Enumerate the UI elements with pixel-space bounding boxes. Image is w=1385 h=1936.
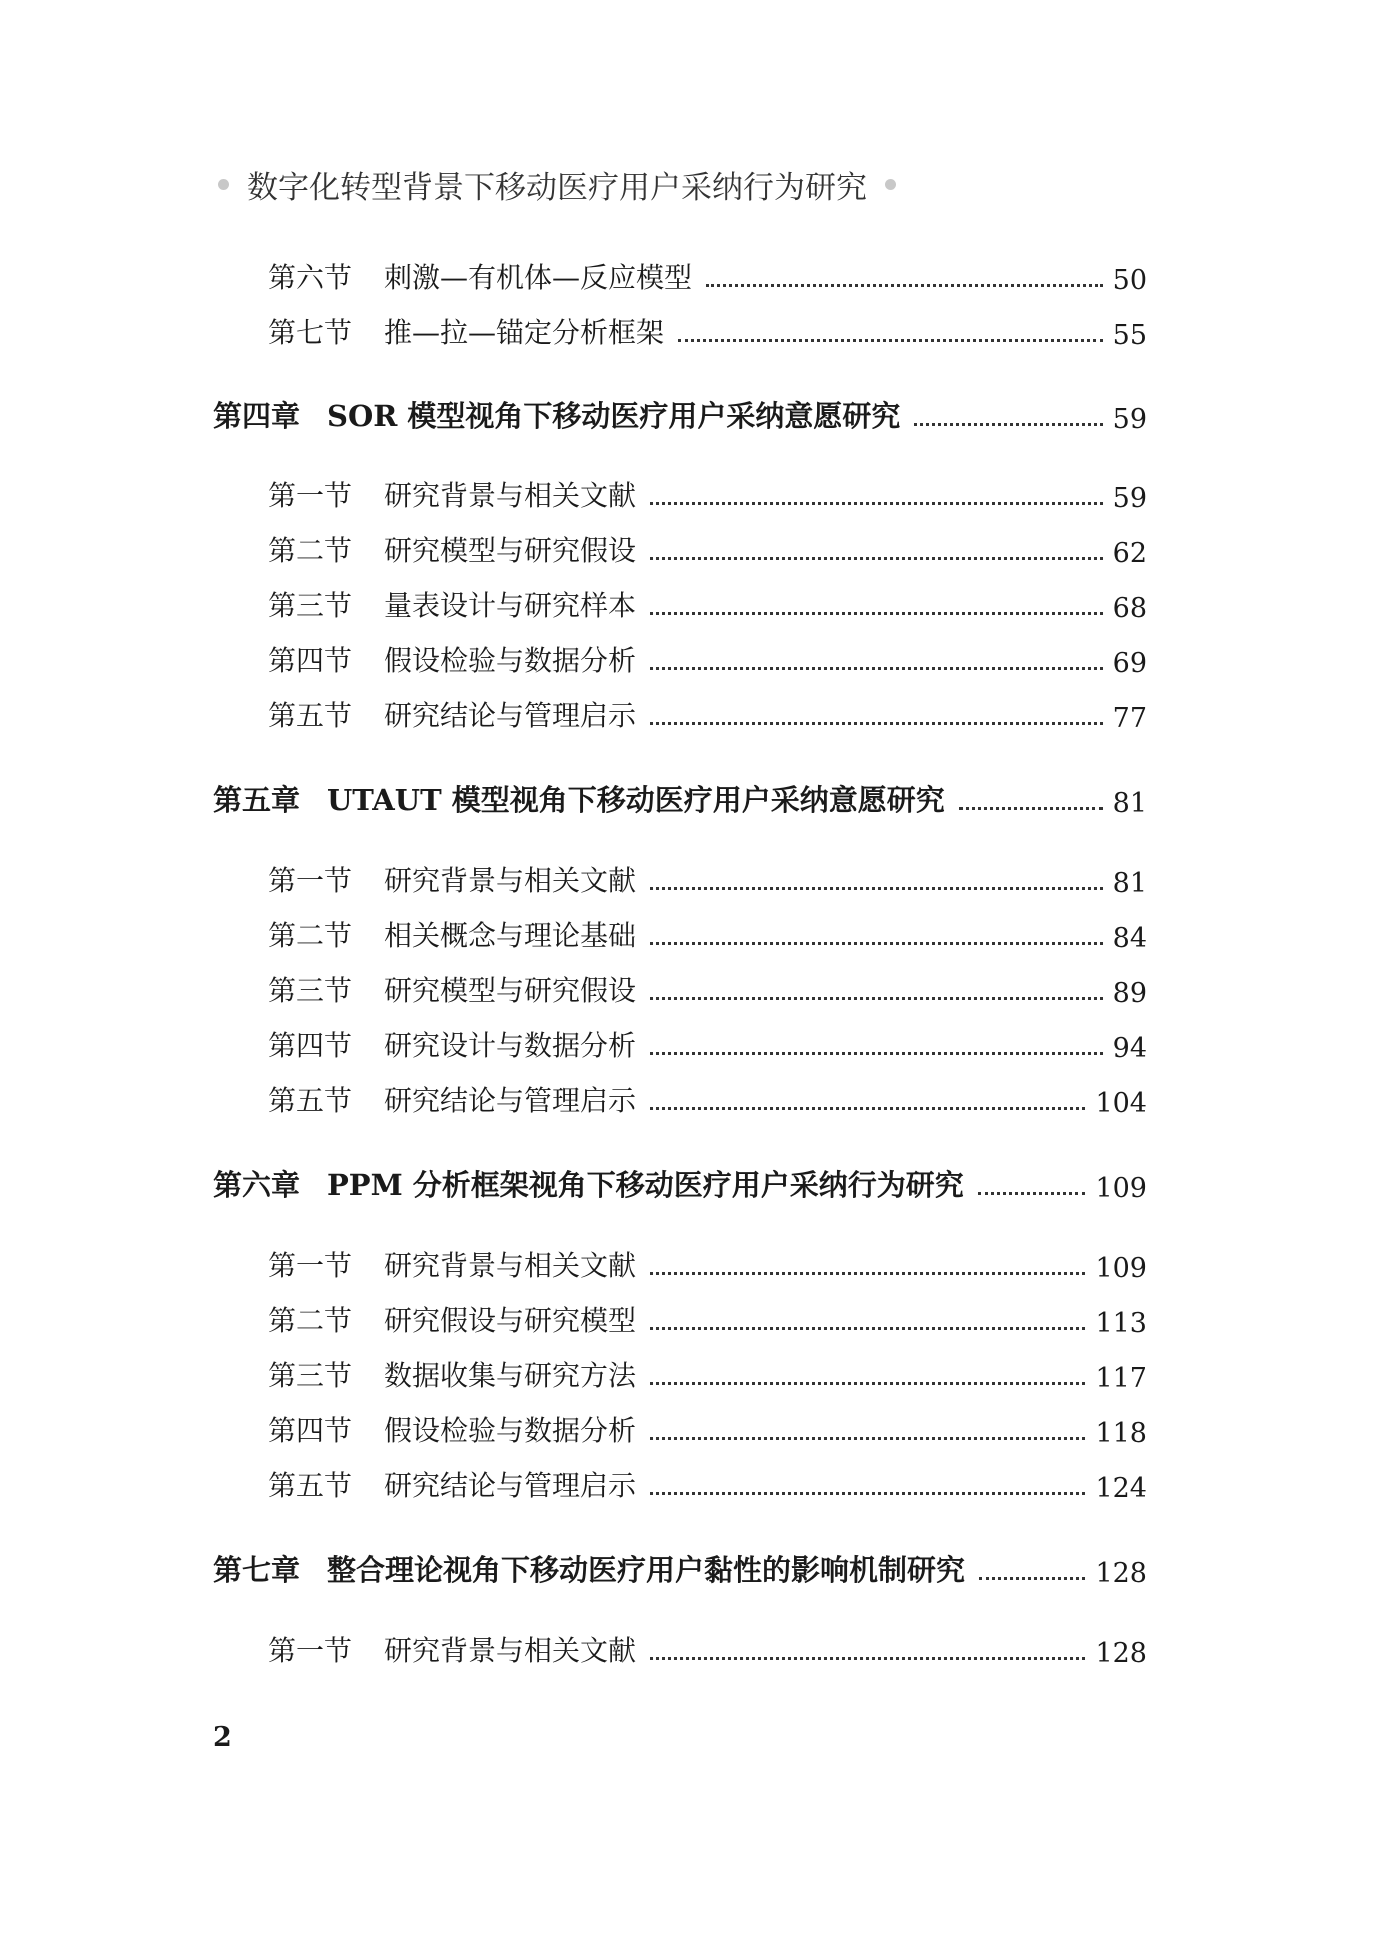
toc-dot-leader (650, 1327, 1085, 1330)
toc-entry-page: 128 (1095, 1638, 1147, 1669)
toc-entry-number: 第二节 (268, 1304, 353, 1337)
toc-section-entry[interactable] (268, 690, 1147, 734)
toc-chapter-entry[interactable] (213, 775, 1147, 819)
toc-section-entry[interactable] (268, 635, 1147, 679)
toc-section-entry[interactable] (268, 470, 1147, 514)
toc-entry-number: 第三节 (268, 589, 353, 622)
toc-section-entry[interactable] (268, 965, 1147, 1009)
toc-entry-title: 研究背景与相关文献 (384, 1249, 637, 1282)
toc-entry-page: 94 (1112, 1033, 1147, 1064)
toc-entry-title: 整合理论视角下移动医疗用户黏性的影响机制研究 (327, 1553, 966, 1587)
toc-section-entry[interactable] (268, 580, 1147, 624)
toc-entry-title: 研究设计与数据分析 (384, 1029, 637, 1062)
toc-entry-title: 相关概念与理论基础 (384, 919, 637, 952)
toc-chapter-entry[interactable] (213, 1160, 1147, 1204)
toc-chapter-entry[interactable] (213, 391, 1147, 435)
toc-dot-leader (650, 1107, 1085, 1110)
toc-section-entry[interactable] (268, 1405, 1147, 1449)
toc-entry-page: 77 (1112, 703, 1147, 734)
toc-dot-leader (706, 284, 1103, 287)
toc-entry-title: PPM 分析框架视角下移动医疗用户采纳行为研究 (327, 1168, 964, 1202)
toc-section-entry[interactable] (268, 910, 1147, 954)
toc-entry-page: 59 (1112, 483, 1147, 514)
toc-dot-leader (650, 1382, 1085, 1385)
toc-entry-number: 第六节 (268, 261, 353, 294)
toc-dot-leader (979, 1577, 1085, 1580)
toc-dot-leader (650, 942, 1103, 945)
toc-dot-leader (650, 1272, 1085, 1275)
header-bullet-right-icon (885, 179, 896, 190)
toc-entry-title: 研究结论与管理启示 (384, 699, 637, 732)
toc-entry-number: 第四节 (268, 1029, 353, 1062)
toc-dot-leader (650, 502, 1103, 505)
toc-entry-title: 假设检验与数据分析 (384, 644, 637, 677)
toc-entry-number: 第五章 (213, 783, 301, 817)
toc-dot-leader (914, 423, 1102, 426)
toc-entry-page: 62 (1112, 538, 1147, 569)
toc-entry-title: 研究结论与管理启示 (384, 1469, 637, 1502)
toc-dot-leader (650, 722, 1103, 725)
toc-section-entry[interactable] (268, 1240, 1147, 1284)
toc-entry-number: 第四节 (268, 644, 353, 677)
running-header (218, 162, 914, 206)
running-header-title: 数字化转型背景下移动医疗用户采纳行为研究 (247, 169, 867, 206)
toc-entry-page: 81 (1112, 868, 1147, 899)
toc-section-entry[interactable] (268, 307, 1147, 351)
toc-dot-leader (650, 557, 1103, 560)
toc-section-entry[interactable] (268, 1020, 1147, 1064)
toc-entry-number: 第四节 (268, 1414, 353, 1447)
toc-dot-leader (678, 339, 1103, 342)
toc-entry-number: 第二节 (268, 534, 353, 567)
toc-entry-number: 第一节 (268, 864, 353, 897)
toc-entry-title: 研究背景与相关文献 (384, 479, 637, 512)
toc-entry-title: 研究模型与研究假设 (384, 974, 637, 1007)
toc-dot-leader (650, 667, 1103, 670)
toc-entry-page: 68 (1112, 593, 1147, 624)
toc-entry-number: 第一节 (268, 1634, 353, 1667)
toc-entry-page: 113 (1095, 1308, 1147, 1339)
toc-entry-page: 55 (1112, 320, 1147, 351)
toc-section-entry[interactable] (268, 252, 1147, 296)
toc-entry-title: 数据收集与研究方法 (384, 1359, 637, 1392)
toc-entry-title: 研究背景与相关文献 (384, 864, 637, 897)
toc-entry-number: 第四章 (213, 399, 301, 433)
toc-entry-title: 研究背景与相关文献 (384, 1634, 637, 1667)
toc-entry-title: 推—拉—锚定分析框架 (384, 316, 665, 349)
toc-entry-title: 研究假设与研究模型 (384, 1304, 637, 1337)
toc-dot-leader (650, 612, 1103, 615)
toc-entry-title: 刺激—有机体—反应模型 (384, 261, 693, 294)
toc-entry-title: 研究结论与管理启示 (384, 1084, 637, 1117)
toc-entry-page: 84 (1112, 923, 1147, 954)
toc-chapter-entry[interactable] (213, 1545, 1147, 1589)
toc-entry-number: 第三节 (268, 1359, 353, 1392)
toc-entry-number: 第一节 (268, 1249, 353, 1282)
toc-entry-page: 50 (1112, 265, 1147, 296)
toc-entry-number: 第五节 (268, 699, 353, 732)
toc-section-entry[interactable] (268, 525, 1147, 569)
toc-section-entry[interactable] (268, 1075, 1147, 1119)
toc-entry-page: 59 (1112, 404, 1147, 435)
toc-dot-leader (650, 1657, 1085, 1660)
toc-entry-page: 118 (1095, 1418, 1147, 1449)
toc-dot-leader (959, 807, 1103, 810)
toc-entry-page: 124 (1095, 1473, 1147, 1504)
toc-entry-number: 第五节 (268, 1084, 353, 1117)
toc-entry-page: 128 (1095, 1558, 1147, 1589)
toc-entry-title: 研究模型与研究假设 (384, 534, 637, 567)
toc-entry-number: 第六章 (213, 1168, 301, 1202)
toc-entry-page: 89 (1112, 978, 1147, 1009)
toc-entry-page: 81 (1112, 788, 1147, 819)
toc-entry-page: 109 (1095, 1173, 1147, 1204)
toc-entry-title: 假设检验与数据分析 (384, 1414, 637, 1447)
toc-entry-title: 量表设计与研究样本 (384, 589, 637, 622)
toc-section-entry[interactable] (268, 1625, 1147, 1669)
toc-dot-leader (650, 887, 1103, 890)
toc-dot-leader (650, 1437, 1085, 1440)
toc-section-entry[interactable] (268, 1295, 1147, 1339)
toc-entry-number: 第三节 (268, 974, 353, 1007)
toc-entry-title: UTAUT 模型视角下移动医疗用户采纳意愿研究 (327, 783, 945, 817)
toc-entry-number: 第二节 (268, 919, 353, 952)
header-bullet-left-icon (218, 179, 229, 190)
toc-dot-leader (978, 1192, 1086, 1195)
toc-dot-leader (650, 997, 1103, 1000)
toc-entry-page: 109 (1095, 1253, 1147, 1284)
toc-entry-number: 第七章 (213, 1553, 301, 1587)
toc-section-entry[interactable] (268, 855, 1147, 899)
toc-entry-page: 104 (1095, 1088, 1147, 1119)
toc-section-entry[interactable] (268, 1460, 1147, 1504)
toc-dot-leader (650, 1052, 1103, 1055)
toc-entry-page: 69 (1112, 648, 1147, 679)
toc-dot-leader (650, 1492, 1085, 1495)
toc-entry-title: SOR 模型视角下移动医疗用户采纳意愿研究 (327, 399, 901, 433)
toc-entry-page: 117 (1095, 1363, 1147, 1394)
toc-entry-number: 第五节 (268, 1469, 353, 1502)
toc-entry-number: 第一节 (268, 479, 353, 512)
toc-entry-number: 第七节 (268, 316, 353, 349)
toc-section-entry[interactable] (268, 1350, 1147, 1394)
page-number: 2 (213, 1722, 232, 1753)
